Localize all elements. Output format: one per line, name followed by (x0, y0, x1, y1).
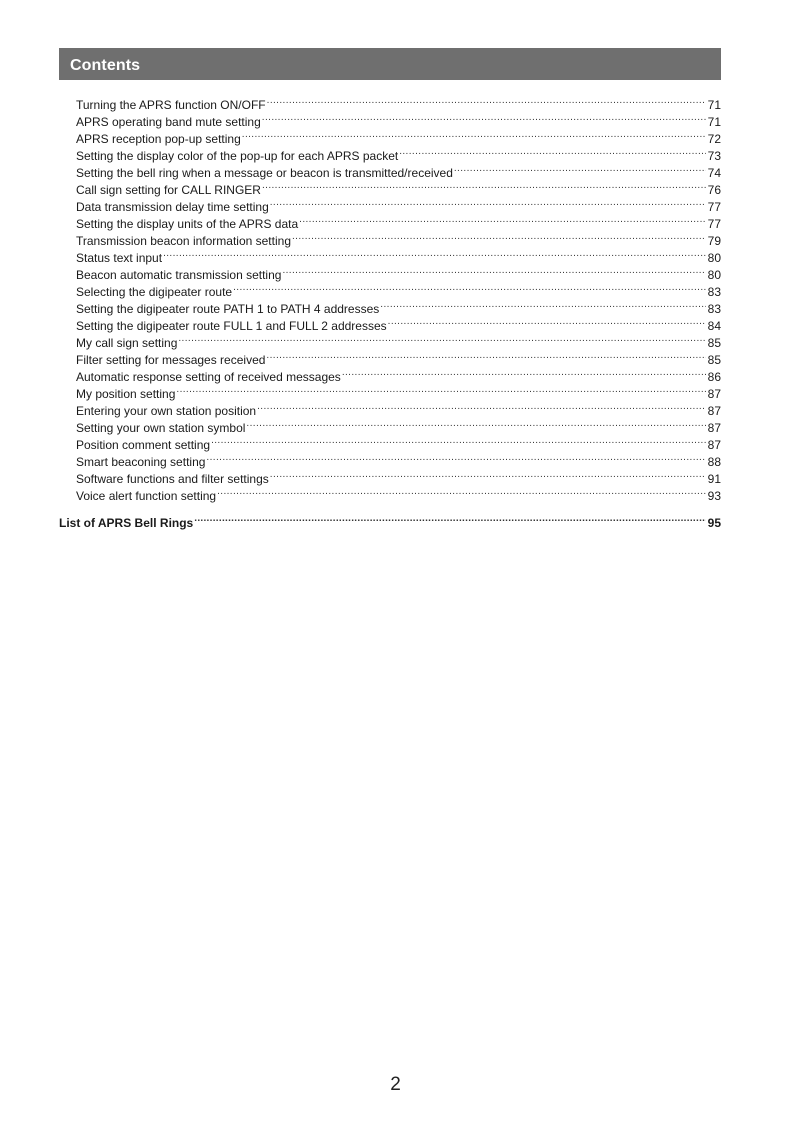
toc-section-entry[interactable] (59, 510, 721, 530)
toc-leader-dots (380, 296, 705, 313)
toc-entry-title: Call sign setting for CALL RINGER (76, 183, 261, 197)
toc-entry-title: Status text input (76, 251, 163, 265)
toc-entry-page: 87 (707, 438, 721, 452)
toc-entry-page: 83 (707, 302, 721, 316)
toc-entry-page: 85 (707, 336, 721, 350)
toc-entry-page: 87 (707, 421, 721, 435)
toc-entry[interactable] (76, 262, 721, 282)
toc-leader-dots (233, 279, 706, 296)
toc-leader-dots (262, 177, 706, 194)
toc-leader-dots (242, 126, 706, 143)
toc-entry-page: 80 (707, 268, 721, 282)
toc-entry-page: 86 (707, 370, 721, 384)
toc-leader-dots (299, 211, 706, 228)
toc-leader-dots (292, 228, 706, 245)
toc-leader-dots (163, 245, 706, 262)
toc-entry-page: 77 (707, 200, 721, 214)
contents-heading: Contents (70, 57, 141, 74)
toc-entry-title: My call sign setting (76, 336, 178, 350)
toc-entry[interactable] (76, 245, 721, 265)
toc-leader-dots (217, 483, 706, 500)
toc-section-page: 95 (707, 516, 721, 530)
toc-entry-title: Selecting the digipeater route (76, 285, 233, 299)
toc-section (59, 510, 721, 530)
toc-leader-dots (399, 143, 705, 160)
toc-entry-page: 71 (707, 115, 721, 129)
toc-entry-page: 88 (707, 455, 721, 469)
toc-entry-title: Voice alert function setting (76, 489, 217, 503)
toc-leader-dots (194, 510, 705, 527)
toc-entry-title: Automatic response setting of received messages (76, 370, 341, 384)
toc-entry-page: 73 (707, 149, 721, 163)
page-number: 2 (390, 1074, 401, 1095)
toc-entry-title: Setting the bell ring when a message or beacon is transmitted/received (76, 166, 453, 180)
toc-leader-dots (454, 160, 706, 177)
toc-leader-dots (262, 109, 706, 126)
toc-entry-page: 87 (707, 387, 721, 401)
toc-leader-dots (257, 398, 706, 415)
toc-entry-title: APRS reception pop-up setting (76, 132, 241, 146)
toc-entry-page: 76 (707, 183, 721, 197)
toc-leader-dots (282, 262, 705, 279)
toc-entry-page: 87 (707, 404, 721, 418)
toc-entry-title: Filter setting for messages received (76, 353, 266, 367)
toc-entry-title: Transmission beacon information setting (76, 234, 291, 248)
toc-entry-title: Setting your own station symbol (76, 421, 246, 435)
toc-entry-title: Setting the digipeater route FULL 1 and FULL 2 addresses (76, 319, 387, 333)
toc-leader-dots (211, 432, 706, 449)
toc-entry-page: 79 (707, 234, 721, 248)
toc-entry-page: 77 (707, 217, 721, 231)
toc-leader-dots (206, 449, 705, 466)
toc-entry-page: 91 (707, 472, 721, 486)
toc-entry-title: Position comment setting (76, 438, 211, 452)
toc-entry-page: 72 (707, 132, 721, 146)
toc-entry-title: Entering your own station position (76, 404, 257, 418)
toc-entry[interactable] (76, 92, 721, 112)
toc-leader-dots (178, 330, 705, 347)
toc-entry-title: APRS operating band mute setting (76, 115, 261, 129)
toc-entry-page: 84 (707, 319, 721, 333)
toc-leader-dots (270, 466, 706, 483)
toc-entry-page: 83 (707, 285, 721, 299)
toc-entry-title: Setting the display color of the pop-up for each APRS packet (76, 149, 399, 163)
toc-entry-title: Turning the APRS function ON/OFF (76, 98, 266, 112)
toc-entry-title: Software functions and filter settings (76, 472, 269, 486)
toc-entry-page: 85 (707, 353, 721, 367)
toc-entry-title: Data transmission delay time setting (76, 200, 269, 214)
toc-section-title: List of APRS Bell Rings (59, 516, 194, 530)
toc-entry-title: Smart beaconing setting (76, 455, 206, 469)
toc-entry-page: 93 (707, 489, 721, 503)
toc-leader-dots (342, 364, 706, 381)
toc-leader-dots (270, 194, 706, 211)
toc-entry-page: 74 (707, 166, 721, 180)
toc-leader-dots (176, 381, 705, 398)
toc-entry-page: 80 (707, 251, 721, 265)
toc-leader-dots (388, 313, 706, 330)
toc-leader-dots (267, 92, 706, 109)
toc-leader-dots (266, 347, 705, 364)
toc-entry-title: Beacon automatic transmission setting (76, 268, 282, 282)
toc-entry-title: Setting the display units of the APRS data (76, 217, 299, 231)
toc-entry-title: My position setting (76, 387, 176, 401)
contents-header-bar (59, 48, 721, 80)
toc-leader-dots (246, 415, 705, 432)
toc-entry-title: Setting the digipeater route PATH 1 to PATH 4 addresses (76, 302, 380, 316)
toc-entry-page: 71 (707, 98, 721, 112)
toc-list (76, 92, 721, 503)
